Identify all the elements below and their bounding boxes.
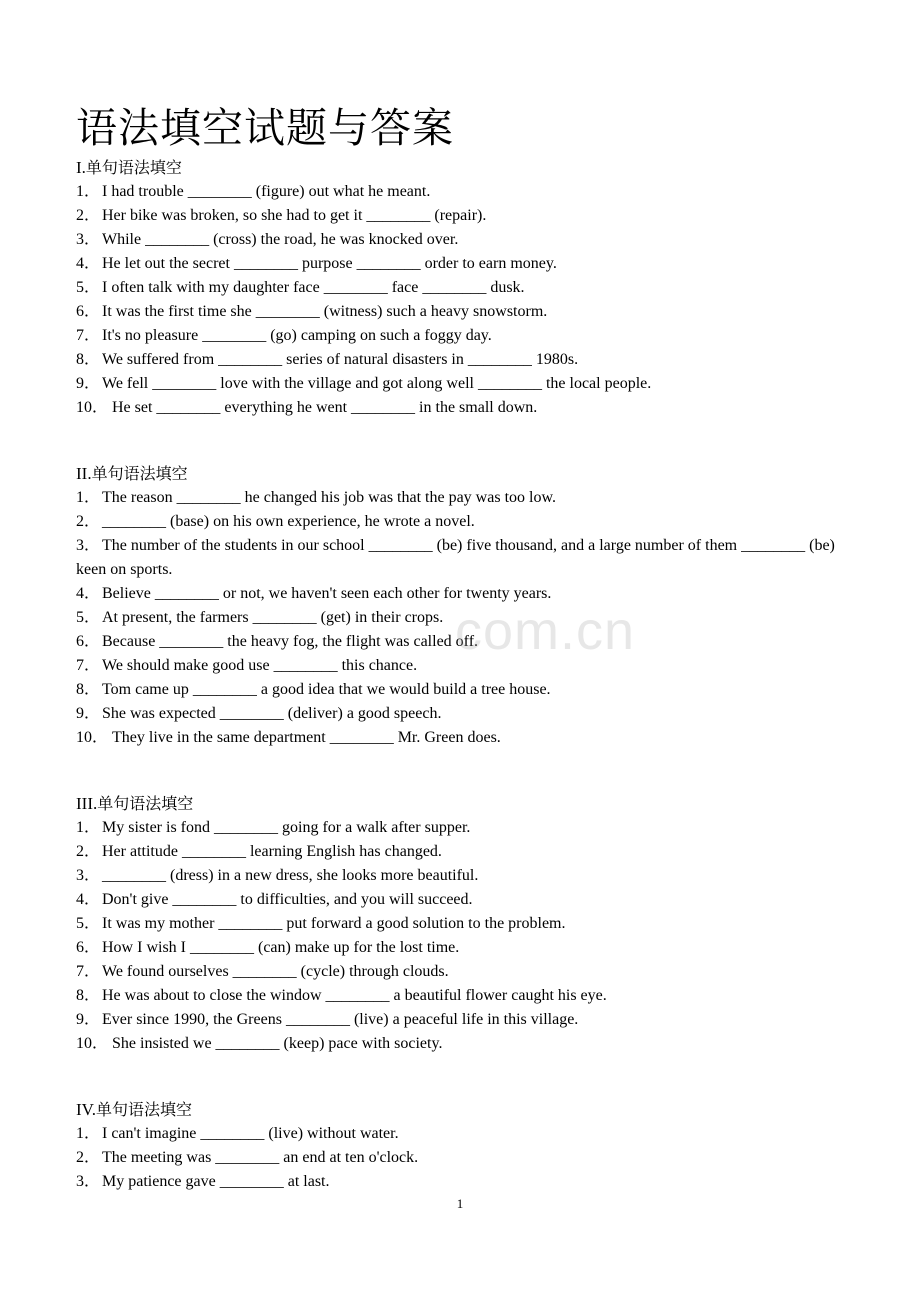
section-spacer [76,750,856,792]
section-heading [76,462,856,486]
question-text: Believe ________ or not, we haven't seen each other for twenty years. [102,585,552,602]
question [76,1146,856,1170]
question [76,702,856,726]
question [76,726,856,750]
question-text: I can't imagine ________ (live) without water. [102,1125,399,1142]
section-4 [76,1098,856,1194]
question [76,1032,856,1056]
question-number: 4． [76,891,101,908]
question-number: 7． [76,657,101,674]
section-heading-text: 单句语法填空 [96,1100,193,1119]
question [76,534,856,582]
question [76,486,856,510]
question-text: My sister is fond ________ going for a walk after supper. [102,819,471,836]
question [76,372,856,396]
question-number: 9． [76,1011,101,1028]
question [76,606,856,630]
question-text: Her attitude ________ learning English has changed. [102,843,442,860]
question-number: 10． [76,399,109,416]
question-number: 8． [76,681,101,698]
question-text: We fell ________ love with the village and got along well ________ the local people. [102,375,652,392]
section-numeral: IV. [76,1100,96,1119]
question-text: I had trouble ________ (figure) out what he meant. [102,183,431,200]
question [76,816,856,840]
question-number: 5． [76,609,101,626]
section-numeral: II. [76,464,92,483]
question-text: She was expected ________ (deliver) a good speech. [102,705,442,722]
question-text: The reason ________ he changed his job was that the pay was too low. [102,489,556,506]
question [76,252,856,276]
question-number: 6． [76,633,101,650]
question-text: He let out the secret ________ purpose ________ order to earn money. [102,255,557,272]
question-number: 8． [76,987,101,1004]
question-text: It was the first time she ________ (witness) such a heavy snowstorm. [102,303,548,320]
section-heading [76,156,856,180]
question-text: The number of the students in our school ________ (be) five thousand, and a large number of them ________ (be) keen on sports. [76,537,835,578]
question-text: It's no pleasure ________ (go) camping on such a foggy day. [102,327,492,344]
question-text: ________ (base) on his own experience, he wrote a novel. [102,513,475,530]
document-page [76,100,856,1194]
question-number: 7． [76,327,101,344]
question-number: 4． [76,585,101,602]
question [76,324,856,348]
question-text: He was about to close the window ________ a beautiful flower caught his eye. [102,987,607,1004]
section-heading [76,792,856,816]
question-number: 1． [76,183,101,200]
section-spacer [76,1056,856,1098]
question-text: Tom came up ________ a good idea that we would build a tree house. [102,681,551,698]
question [76,678,856,702]
question [76,960,856,984]
question [76,912,856,936]
question-number: 3． [76,537,101,554]
section-heading [76,1098,856,1122]
section-2 [76,462,856,750]
question [76,630,856,654]
question [76,396,856,420]
question-number: 9． [76,375,101,392]
question-text: The meeting was ________ an end at ten o'clock. [102,1149,419,1166]
question-number: 2． [76,843,101,860]
question-number: 10． [76,729,109,746]
question-text: We found ourselves ________ (cycle) through clouds. [102,963,449,980]
section-spacer [76,420,856,462]
section-numeral: III. [76,794,98,813]
question [76,180,856,204]
question-number: 2． [76,513,101,530]
question [76,276,856,300]
question-text: We should make good use ________ this chance. [102,657,418,674]
question [76,1008,856,1032]
watermark: com.cn [455,601,636,661]
question-number: 2． [76,207,101,224]
question [76,936,856,960]
section-3 [76,792,856,1056]
question-number: 10． [76,1035,109,1052]
section-heading-text: 单句语法填空 [97,794,194,813]
question-number: 4． [76,255,101,272]
question-number: 3． [76,231,101,248]
question-number: 1． [76,489,101,506]
question-text: While ________ (cross) the road, he was knocked over. [102,231,459,248]
question [76,888,856,912]
question-text: Ever since 1990, the Greens ________ (live) a peaceful life in this village. [102,1011,579,1028]
question-text: ________ (dress) in a new dress, she looks more beautiful. [102,867,479,884]
section-numeral: I. [76,158,86,177]
question-number: 3． [76,867,101,884]
question [76,1122,856,1146]
question-text: Her bike was broken, so she had to get it ________ (repair). [102,207,487,224]
question-number: 5． [76,915,101,932]
question [76,840,856,864]
question [76,582,856,606]
question [76,300,856,324]
question [76,864,856,888]
question-text: She insisted we ________ (keep) pace with society. [112,1035,443,1052]
question-number: 2． [76,1149,101,1166]
question-text: My patience gave ________ at last. [102,1173,330,1190]
question [76,348,856,372]
question-text: At present, the farmers ________ (get) in their crops. [102,609,444,626]
question-number: 5． [76,279,101,296]
question [76,510,856,534]
section-heading-text: 单句语法填空 [85,158,182,177]
question-number: 8． [76,351,101,368]
question-number: 3． [76,1173,101,1190]
question [76,984,856,1008]
question-text: It was my mother ________ put forward a good solution to the problem. [102,915,566,932]
question-text: He set ________ everything he went ________ in the small down. [112,399,538,416]
question-text: Don't give ________ to difficulties, and you will succeed. [102,891,473,908]
question-number: 7． [76,963,101,980]
question [76,654,856,678]
question [76,228,856,252]
question-text: How I wish I ________ (can) make up for the lost time. [102,939,460,956]
section-1 [76,156,856,420]
question-number: 6． [76,939,101,956]
question-number: 1． [76,819,101,836]
question-number: 6． [76,303,101,320]
question [76,204,856,228]
question-text: Because ________ the heavy fog, the flight was called off. [102,633,479,650]
question-number: 1． [76,1125,101,1142]
question-text: I often talk with my daughter face ________ face ________ dusk. [102,279,525,296]
section-heading-text: 单句语法填空 [91,464,188,483]
question [76,1170,856,1194]
question-text: They live in the same department ________ Mr. Green does. [112,729,501,746]
document-title: 语法填空试题与答案 [76,104,454,152]
page-number: 1 [456,1196,464,1211]
question-number: 9． [76,705,101,722]
question-text: We suffered from ________ series of natural disasters in ________ 1980s. [102,351,579,368]
